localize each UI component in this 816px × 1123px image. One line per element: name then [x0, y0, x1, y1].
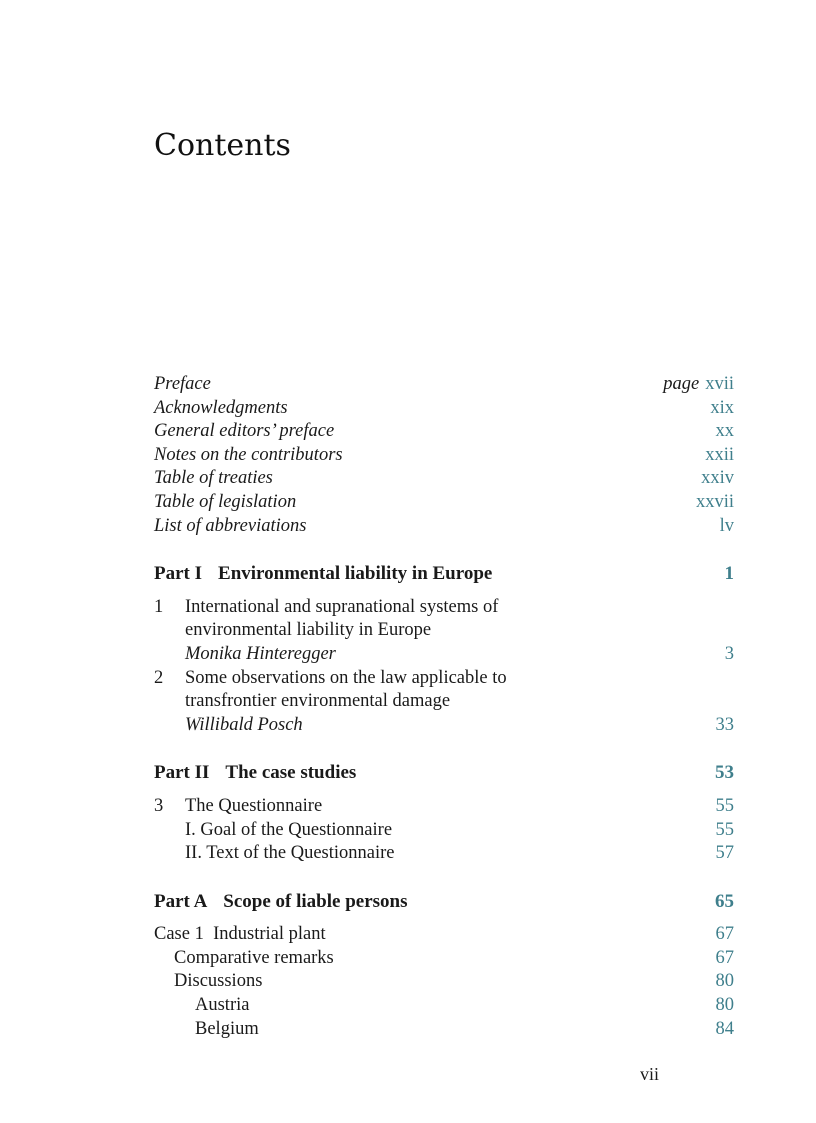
front-matter-list: [154, 373, 734, 538]
chapter-author: Monika Hinteregger: [185, 643, 336, 664]
section-title: Discussions: [174, 971, 263, 992]
page-title: Contents: [154, 128, 291, 163]
page-number[interactable]: xxii: [705, 444, 734, 465]
section-title: II. Text of the Questionnaire: [185, 843, 395, 864]
chapter-entry-3[interactable]: [154, 795, 734, 819]
entry-title: Table of legislation: [154, 491, 297, 512]
toc-entry-general-editors-preface[interactable]: [154, 420, 734, 444]
toc-entry-table-of-legislation[interactable]: [154, 491, 734, 515]
toc-entry-preface[interactable]: [154, 373, 734, 397]
country-entry[interactable]: [154, 994, 734, 1018]
page-number[interactable]: 67: [715, 947, 734, 968]
section-entry[interactable]: [154, 970, 734, 994]
case-entry[interactable]: [154, 923, 734, 947]
page-number[interactable]: 57: [715, 843, 734, 864]
chapter-title: The Questionnaire: [185, 795, 323, 816]
page-number[interactable]: xx: [715, 421, 734, 442]
page-number[interactable]: 55: [715, 795, 734, 816]
part-title: Scope of liable persons: [223, 890, 408, 912]
page-number[interactable]: 65: [715, 890, 734, 912]
entry-title: Table of treaties: [154, 468, 273, 489]
part-label: Part A: [154, 890, 208, 912]
toc-entry-notes-on-contributors[interactable]: [154, 444, 734, 468]
part-heading-part-2[interactable]: [154, 761, 734, 785]
chapter-title-line: International and supranational systems of: [185, 596, 499, 617]
part-title: The case studies: [225, 762, 357, 784]
entry-title: General editors’ preface: [154, 421, 335, 442]
table-of-contents: [154, 373, 734, 1041]
section-entry[interactable]: [154, 842, 734, 866]
page-number[interactable]: 80: [715, 995, 734, 1016]
page-number[interactable]: 33: [715, 714, 734, 735]
section-entry[interactable]: [154, 947, 734, 971]
part-title: Environmental liability in Europe: [218, 563, 493, 585]
page-number[interactable]: xxiv: [701, 468, 734, 489]
chapter-number: 2: [154, 667, 164, 688]
page-number[interactable]: 84: [715, 1018, 734, 1039]
page-number[interactable]: xix: [710, 397, 734, 418]
page-number[interactable]: xxvii: [695, 491, 734, 512]
chapter-entry-2[interactable]: [154, 667, 734, 738]
part-heading-part-1[interactable]: [154, 562, 734, 586]
page-number[interactable]: 67: [715, 924, 734, 945]
page-prefix: page: [663, 374, 700, 394]
part-label: Part I: [154, 563, 203, 585]
section-title: Comparative remarks: [174, 947, 334, 968]
toc-entry-list-of-abbreviations[interactable]: [154, 515, 734, 539]
page-number[interactable]: 1: [724, 563, 734, 585]
country-entry[interactable]: [154, 1018, 734, 1042]
page-number[interactable]: 53: [715, 762, 734, 784]
entry-title: List of abbreviations: [154, 515, 307, 536]
entry-title: Preface: [154, 374, 211, 394]
part-heading-part-a[interactable]: [154, 890, 734, 914]
entry-title: Notes on the contributors: [154, 444, 343, 465]
part-label: Part II: [154, 762, 210, 784]
country-title: Austria: [195, 995, 250, 1016]
section-title: I. Goal of the Questionnaire: [185, 819, 393, 840]
page-number[interactable]: 80: [715, 971, 734, 992]
chapter-number: 3: [154, 795, 164, 816]
chapter-title-line: transfrontier environmental damage: [185, 691, 451, 712]
chapter-author: Willibald Posch: [185, 714, 303, 735]
folio-page-number: vii: [640, 1064, 660, 1084]
page-number[interactable]: 55: [715, 819, 734, 840]
case-title: Case 1 Industrial plant: [154, 924, 326, 945]
section-entry[interactable]: [154, 819, 734, 843]
page-number[interactable]: lv: [719, 515, 734, 536]
toc-entry-table-of-treaties[interactable]: [154, 467, 734, 491]
chapter-number: 1: [154, 596, 164, 617]
toc-entry-acknowledgments[interactable]: [154, 397, 734, 421]
country-title: Belgium: [195, 1018, 259, 1039]
chapter-title-line: environmental liability in Europe: [185, 620, 432, 641]
page-number[interactable]: xvii: [705, 374, 734, 394]
chapter-title-line: Some observations on the law applicable to: [185, 667, 507, 688]
page-number[interactable]: 3: [724, 643, 734, 664]
entry-title: Acknowledgments: [154, 397, 288, 418]
chapter-entry-1[interactable]: [154, 596, 734, 667]
